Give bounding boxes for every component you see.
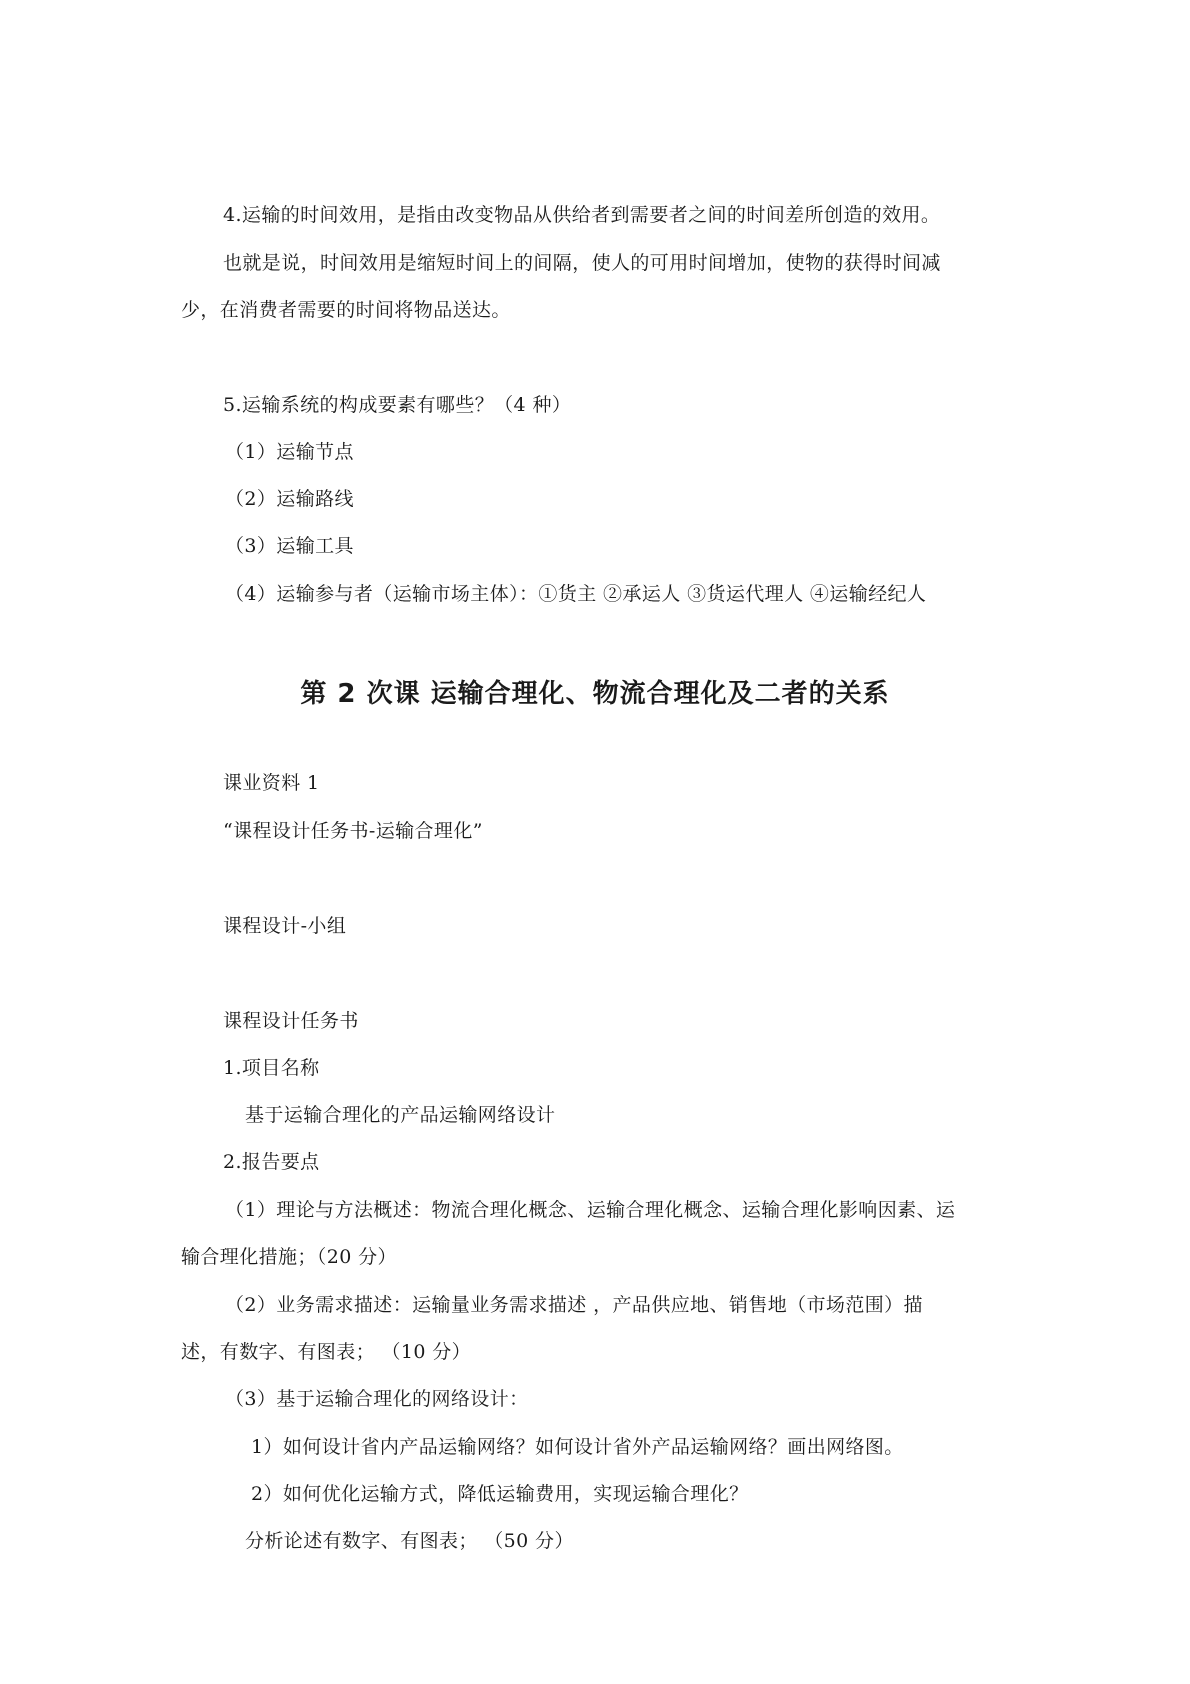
point-3-sub-2: 2）如何优化运输方式，降低运输费用，实现运输合理化？ xyxy=(251,1483,749,1505)
q4-line-1: 4.运输的时间效用，是指由改变物品从供给者到需要者之间的时间差所创造的效用。 xyxy=(223,204,941,226)
q5-item: （4）运输参与者（运输市场主体）：①货主 ②承运人 ③货运代理人 ④运输经纪人 xyxy=(225,583,927,605)
point-1-line-1: （1）理论与方法概述：物流合理化概念、运输合理化概念、运输合理化影响因素、运 xyxy=(225,1199,956,1221)
material-label: 课业资料 1 xyxy=(223,772,320,794)
project-name: 基于运输合理化的产品运输网络设计 xyxy=(245,1104,556,1126)
group-label: 课程设计-小组 xyxy=(223,915,347,937)
point-1-line-2: 输合理化措施；（20 分） xyxy=(181,1246,397,1268)
material-title: “课程设计任务书-运输合理化” xyxy=(223,820,483,842)
q5-question: 5.运输系统的构成要素有哪些？（4 种） xyxy=(223,394,572,416)
project-name-label: 1.项目名称 xyxy=(223,1057,320,1079)
q4-line-2: 也就是说，时间效用是缩短时间上的间隔，使人的可用时间增加，使物的获得时间减 xyxy=(223,252,941,274)
lesson-2-heading: 第 2 次课 运输合理化、物流合理化及二者的关系 xyxy=(300,679,890,709)
point-3-summary: 分析论述有数字、有图表； （50 分） xyxy=(245,1530,574,1552)
point-3-label: （3）基于运输合理化的网络设计： xyxy=(225,1388,529,1410)
q5-item: （1）运输节点 xyxy=(225,441,354,463)
point-2-line-2: 述，有数字、有图表； （10 分） xyxy=(181,1341,472,1363)
task-book-label: 课程设计任务书 xyxy=(223,1010,359,1032)
q5-item: （3）运输工具 xyxy=(225,535,354,557)
q5-item: （2）运输路线 xyxy=(225,488,354,510)
point-2-line-1: （2）业务需求描述：运输量业务需求描述 ，产品供应地、销售地（市场范围）描 xyxy=(225,1294,923,1316)
report-points-label: 2.报告要点 xyxy=(223,1151,320,1173)
point-3-sub-1: 1）如何设计省内产品运输网络？如何设计省外产品运输网络？画出网络图。 xyxy=(251,1436,904,1458)
q4-line-3: 少，在消费者需要的时间将物品送达。 xyxy=(181,299,511,321)
